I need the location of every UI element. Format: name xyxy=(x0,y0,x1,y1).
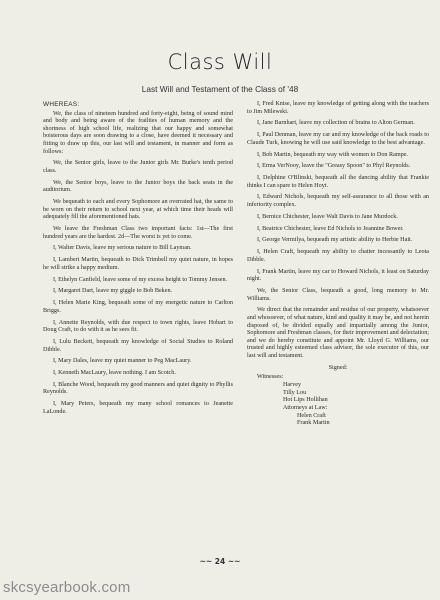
will-paragraph: I, Frank Martin, leave my car to Howard Nichols, it least on Saturday night. xyxy=(247,268,429,283)
will-paragraph: I, Helen Marie King, bequeath some of my energetic nature to Carlton Briggs. xyxy=(43,300,233,314)
witnesses-label: Witnesses: xyxy=(257,374,284,381)
attorney-name: Frank Martin xyxy=(297,420,330,427)
will-paragraph: I, Paul Denman, leave my car and my knowledge of the back roads to Claude Turk, knowing he will use said knowledge to the best advantage. xyxy=(247,132,429,146)
will-paragraph: We, the class of nineteen hundred and forty-eight, being of sound mind and body and being aware of the frailties of human memory and the shortness of high school life, realizing that our happy and somewhat boisterous days are soon drawing to a close, have deemed it necessary and fitting to draw up this, our last will and testament, in manner and form as follows: xyxy=(43,110,233,155)
will-paragraph: I, Beatrice Chichester, leave Ed Nichols to Jeannine Bower. xyxy=(257,225,404,232)
attorneys-label: Attorneys at Law: xyxy=(283,405,328,412)
left-column xyxy=(43,101,233,421)
page-title: Class Will xyxy=(167,50,273,74)
whereas-heading: WHEREAS: xyxy=(43,101,80,108)
signed-label: Signed: xyxy=(328,364,348,371)
will-paragraph: I, Fred Knise, leave my knowledge of getting along with the teachers to Jim Milewski. xyxy=(247,101,429,115)
will-paragraph: I, Mary Dales, leave my quiet manner to Peg MacLaury. xyxy=(53,358,192,365)
will-paragraph: We, the Senior girls, leave to the Junior girls Mr. Burke's tenth period class. xyxy=(43,160,233,174)
will-paragraph: I, Kenneth MacLaury, leave nothing. I am Scotch. xyxy=(53,370,176,377)
will-paragraph: We direct that the remainder and residue of our property, whatsoever and whosoever, of what nature, kind and quality it may be, and not herein disposed of, be divided equally and impartially among the Junior, Sophomore and Freshman classes, for their improvement and delectation; and we do hereby constitute and appoint Mr. Lloyd G. Williams, our trusted and highly esteemed class advisor, the sole executor of this, our last will and testament. xyxy=(247,307,429,359)
will-paragraph: We, the Senior Class, bequeath a good, long memory to Mr. Williams. xyxy=(247,287,429,302)
will-paragraph: I, Blanche Wood, bequeath my good manners and quiet dignity to Phyllis Reynolds. xyxy=(43,381,234,396)
right-column xyxy=(247,101,429,428)
will-paragraph: I, Ethelyn Canfield, leave some of my excess height to Tommy Jensen. xyxy=(53,276,228,283)
will-paragraph: I, Lulu Beckett, bequeath my knowledge of Social Studies to Roland Dibble. xyxy=(43,338,233,353)
will-paragraph: I, George Vermilya, bequeath my artistic ability to Herbie Hait. xyxy=(257,237,413,244)
left-paragraphs xyxy=(43,111,233,417)
will-paragraph: I, Jane Barnhart, leave my collection of brains to Alton German. xyxy=(257,120,415,127)
will-paragraph: I, Mary Peters, bequeath my many school romances to Jeanette LaLonde. xyxy=(43,401,233,415)
will-paragraph: We, the Senior boys, leave to the Junior boys the back seats in the auditorium. xyxy=(43,179,233,194)
will-paragraph: I, Walter Davis, leave my serious nature to Bill Layman. xyxy=(53,245,192,252)
will-paragraph: I, Bob Martin, bequeath my way with women to Don Rampe. xyxy=(257,151,408,158)
witness-name: Hot Lips Hollihan xyxy=(283,397,328,404)
attorney-name: Helen Craft xyxy=(297,412,326,419)
witnesses-block xyxy=(257,374,429,428)
will-paragraph: I, Erma VerNooy, leave the "Greasy Spoon" to Phyl Reynolds. xyxy=(257,163,411,170)
witness-name: Tilly Lou xyxy=(283,389,307,396)
will-paragraph: I, Edward Nichols, bequeath my self-assurance to all those with an inferiority complex. xyxy=(247,194,429,209)
witness-name: Harvey xyxy=(283,381,302,388)
will-paragraph: I, Delphine O'Blinski, bequeath all the dancing ability that Frankie thinks I can spare to Helen Hoyt. xyxy=(247,175,429,189)
will-paragraph: I, Annette Reynolds, with due respect to town rights, leave Hobart to Doug Craft, to do with it as he sees fit. xyxy=(43,319,233,334)
will-paragraph: I, Helen Craft, bequeath my ability to chatter incessantly to Leota Dibble. xyxy=(247,249,429,263)
will-paragraph: We leave the Freshman Class two important facts: 1st—The first hundred years are the hardest. 2d—The worst is yet to come. xyxy=(43,226,233,240)
page-subtitle: Last Will and Testament of the Class of '48 xyxy=(141,84,299,94)
will-paragraph: I, Margaret Dart, leave my giggle to Bob Beken. xyxy=(53,288,173,295)
will-paragraph: We bequeath to each and every Sophomore an overrated hat, the same to be worn on their return to school next year, at which time their heads will adequately fill the aforementioned hats. xyxy=(43,199,233,221)
will-paragraph: I, Bernice Chichester, leave Walt Davis to Jane Murdock. xyxy=(257,213,398,220)
right-paragraphs xyxy=(247,101,429,360)
site-watermark: skcsyearbook.com xyxy=(3,579,131,596)
will-paragraph: I, Lambert Martin, bequeath to Dick Trimbell my quiet nature, in hopes he will strike a happy medium. xyxy=(43,257,233,271)
page-number: ~~ 24 ~~ xyxy=(199,557,241,566)
